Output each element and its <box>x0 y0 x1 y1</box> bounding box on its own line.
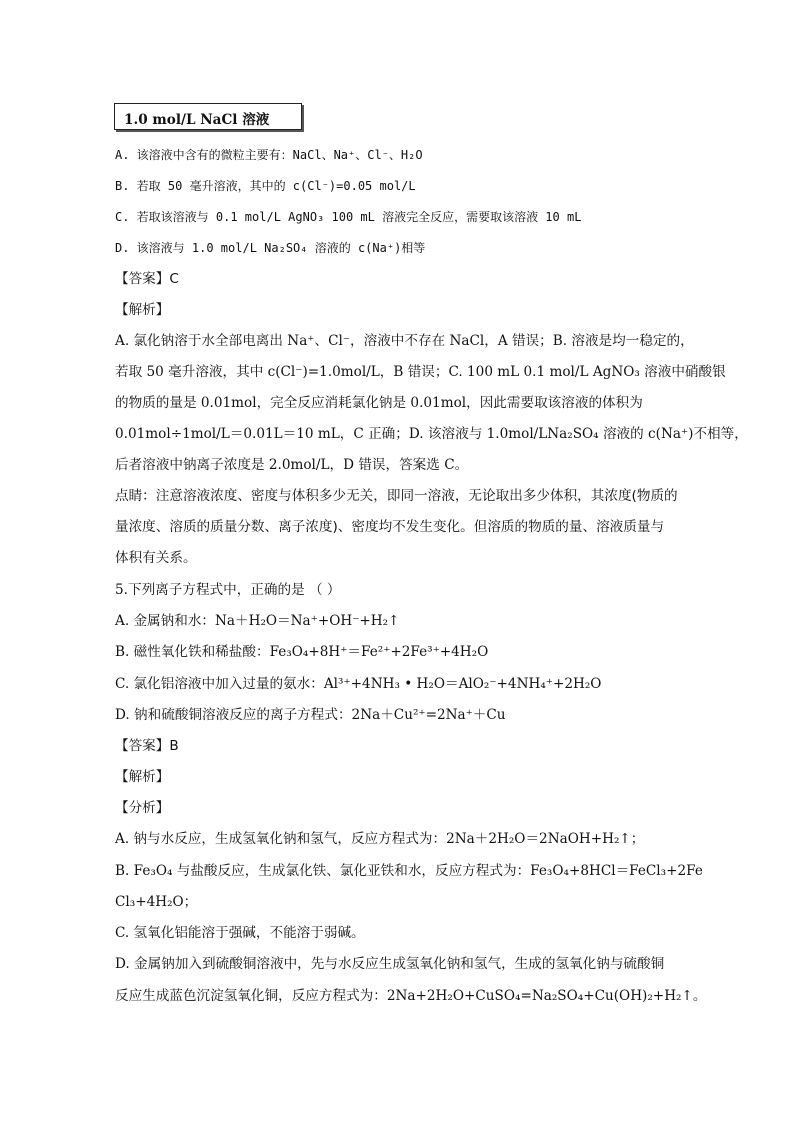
q4-option-d: D. 该溶液与 1.0 mol/L Na₂SO₄ 溶液的 c(Na⁺)相等 <box>115 241 426 255</box>
q4-analysis-heading: 【解析】 <box>115 302 170 318</box>
q4-note-line-1: 点睛：注意溶液浓度、密度与体积多少无关，即同一溶液，无论取出多少体积，其浓度(物质的 <box>115 488 678 504</box>
q5-breakdown-line-6: 反应生成蓝色沉淀氢氧化铜，反应方程式为：2Na+2H₂O+CuSO₄=Na₂SO₄+Cu(OH)₂+H₂↑。 <box>115 988 707 1004</box>
q4-option-c: C. 若取该溶液与 0.1 mol/L AgNO₃ 100 mL 溶液完全反应，需要取该溶液 10 mL <box>115 210 582 224</box>
q5-option-b: B. 磁性氧化铁和稀盐酸：Fe₃O₄+8H⁺＝Fe²⁺+2Fe³⁺+4H₂O <box>115 644 489 660</box>
q4-explanation-line-1: A. 氯化钠溶于水全部电离出 Na⁺、Cl⁻，溶液中不存在 NaCl，A 错误；B. 溶液是均一稳定的， <box>115 333 694 349</box>
q4-note-line-2: 量浓度、溶质的质量分数、离子浓度)、密度均不发生变化。但溶质的物质的量、溶液质量与 <box>115 519 665 535</box>
q5-breakdown-line-2: B. Fe₃O₄ 与盐酸反应，生成氯化铁、氯化亚铁和水，反应方程式为：Fe₃O₄+8HCl＝FeCl₃+2Fe <box>115 863 703 879</box>
q5-option-d: D. 钠和硫酸铜溶液反应的离子方程式：2Na＋Cu²⁺=2Na⁺＋Cu <box>115 707 506 723</box>
q4-explanation-line-5: 后者溶液中钠离子浓度是 2.0mol/L，D 错误，答案选 C。 <box>115 457 469 473</box>
q5-breakdown-line-3: Cl₃+4H₂O； <box>115 894 198 910</box>
q4-answer: 【答案】C <box>115 271 179 287</box>
q4-explanation-line-4: 0.01mol÷1mol/L＝0.01L＝10 mL，C 正确；D. 该溶液与 1.0mol/LNa₂SO₄ 溶液的 c(Na⁺)不相等， <box>115 426 748 442</box>
q5-analysis-heading: 【解析】 <box>115 769 170 785</box>
q5-answer: 【答案】B <box>115 738 179 754</box>
q4-explanation-line-2: 若取 50 毫升溶液，其中 c(Cl⁻)=1.0mol/L，B 错误；C. 100 mL 0.1 mol/L AgNO₃ 溶液中硝酸银 <box>115 364 726 380</box>
q5-breakdown-line-5: D. 金属钠加入到硫酸铜溶液中，先与水反应生成氢氧化钠和氢气，生成的氢氧化钠与硫酸铜 <box>115 956 665 972</box>
given-solution-label: 1.0 mol/L NaCl 溶液 <box>124 112 270 128</box>
q5-option-a: A. 金属钠和水：Na＋H₂O＝Na⁺+OH⁻+H₂↑ <box>115 613 400 629</box>
q5-breakdown-line-4: C. 氢氧化铝能溶于强碱，不能溶于弱碱。 <box>115 925 365 941</box>
q5-stem: 5.下列离子方程式中，正确的是 （ ） <box>115 582 341 598</box>
q5-option-c: C. 氯化铝溶液中加入过量的氨水：Al³⁺+4NH₃ • H₂O＝AlO₂⁻+4NH₄⁺+2H₂O <box>115 676 602 692</box>
q4-note-line-3: 体积有关系。 <box>115 550 197 566</box>
q5-breakdown-heading: 【分析】 <box>115 800 170 816</box>
given-solution-box <box>114 103 302 130</box>
q4-option-a: A. 该溶液中含有的微粒主要有：NaCl、Na⁺、Cl⁻、H₂O <box>115 148 423 162</box>
q4-option-b: B. 若取 50 毫升溶液，其中的 c(Cl⁻)=0.05 mol/L <box>115 179 416 193</box>
q4-explanation-line-3: 的物质的量是 0.01mol，完全反应消耗氯化钠是 0.01mol，因此需要取该溶液的体积为 <box>115 395 643 411</box>
q5-breakdown-line-1: A. 钠与水反应，生成氢氧化钠和氢气，反应方程式为：2Na＋2H₂O＝2NaOH+H₂↑； <box>115 831 645 847</box>
